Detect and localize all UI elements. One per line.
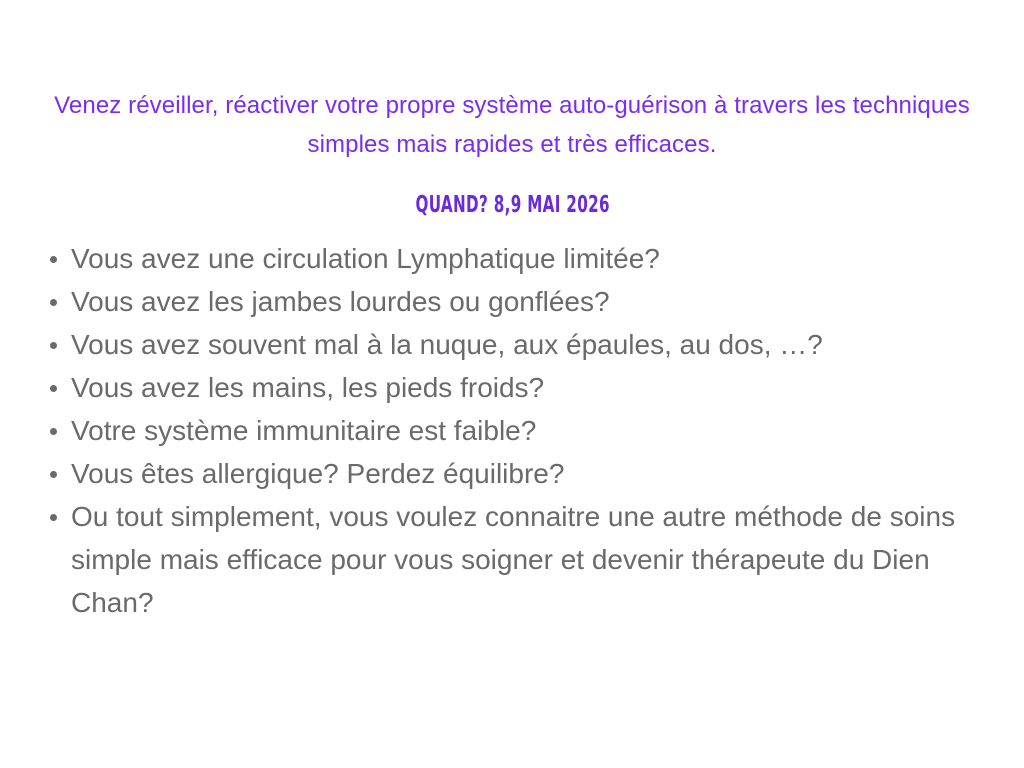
bullet-icon [50,514,57,521]
list-item [44,452,994,495]
bullet-icon [50,256,57,263]
list-item [44,323,994,366]
list-item [44,280,994,323]
list-item [44,366,994,409]
bullet-icon [50,342,57,349]
list-item-text: Ou tout simplement, vous voulez connaitre une autre méthode de soins simple mais efficace pour vous soigner et devenir thérapeute du Dien Chan? [71,501,956,618]
list-item [44,495,994,624]
list-item [44,409,994,452]
bullet-icon [50,471,57,478]
intro-text: Venez réveiller, réactiver votre propre système auto-guérison à travers les techniques simples mais rapides et très efficaces. [54,92,970,158]
list-item-text: Vous avez les jambes lourdes ou gonflées? [71,286,610,317]
symptom-question-list [44,237,994,624]
event-date-heading: QUAND? 8,9 MAI 2026 [415,192,610,218]
list-item-text: Vous êtes allergique? Perdez équilibre? [71,458,565,489]
bullet-icon [50,385,57,392]
list-item-text: Votre système immunitaire est faible? [71,415,537,446]
list-item-text: Vous avez les mains, les pieds froids? [71,372,545,403]
bullet-icon [50,428,57,435]
list-item-text: Vous avez souvent mal à la nuque, aux épaules, au dos, …? [71,329,823,360]
list-item [44,237,994,280]
bullet-icon [50,299,57,306]
list-item-text: Vous avez une circulation Lymphatique limitée? [71,243,660,274]
